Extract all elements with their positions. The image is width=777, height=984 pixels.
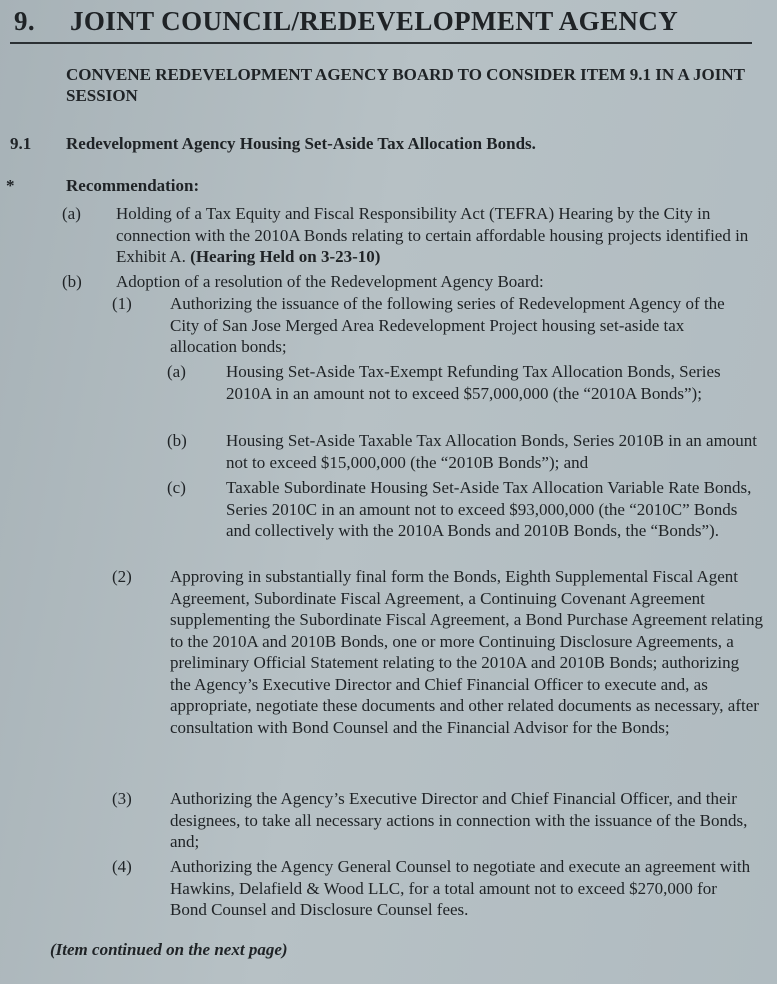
bond-series-a-label: (a) — [167, 362, 186, 381]
recommendation-a-label: (a) — [62, 204, 81, 223]
resolution-item-2-text: Approving in substantially final form the Bonds, Eighth Supplemental Fiscal Agent Agreement, Subordinate Fiscal Agreement, a Continuing Covenant Agreement supplementing the Subordinate Fiscal Agreement, a Bond Purchase Agreement relating to the 2010A and 2010B Bonds, one or more Continuing Disclosure Agreements, a preliminary Official Statement relating to the 2010A and 2010B Bonds; authorizing the Agency’s Executive Director and Chief Financial Officer to execute and, as appropriate, negotiate these documents and other related documents as necessary, after consultation with Bond Counsel and the Financial Advisor for the Bonds; — [170, 567, 763, 737]
recommendation-b — [62, 271, 752, 293]
resolution-item-4 — [112, 856, 752, 921]
bond-series-b-label: (b) — [167, 431, 187, 450]
section-number: 9. — [14, 6, 36, 36]
resolution-item-4-text: Authorizing the Agency General Counsel to negotiate and execute an agreement with Hawkins, Delafield & Wood LLC, for a total amount not to exceed $270,000 for Bond Counsel and Disclosure Counsel fees. — [170, 857, 751, 919]
resolution-item-4-label: (4) — [112, 857, 132, 876]
bond-series-c — [167, 477, 765, 542]
bond-series-c-text: Taxable Subordinate Housing Set-Aside Tax Allocation Variable Rate Bonds, Series 2010C in an amount not to exceed $93,000,000 (the “2010C” Bonds and collectively with the 2010A Bonds and 2010B Bonds, the “Bonds”). — [226, 478, 752, 540]
recommendation-a — [62, 203, 752, 268]
bond-series-b — [167, 430, 765, 473]
resolution-item-3-text: Authorizing the Agency’s Executive Director and Chief Financial Officer, and their designees, to take all necessary actions in connection with the issuance of the Bonds, and; — [170, 789, 748, 851]
item-title: Redevelopment Agency Housing Set-Aside Tax Allocation Bonds. — [66, 134, 536, 153]
asterisk-marker: * — [6, 176, 15, 195]
recommendation-heading: Recommendation: — [66, 176, 200, 195]
resolution-item-3-label: (3) — [112, 789, 132, 808]
bond-series-a-text: Housing Set-Aside Tax-Exempt Refunding Tax Allocation Bonds, Series 2010A in an amount not to exceed $57,000,000 (the “2010A Bonds”); — [226, 362, 721, 403]
bond-series-b-text: Housing Set-Aside Taxable Tax Allocation Bonds, Series 2010B in an amount not to exceed $15,000,000 (the “2010B Bonds”); and — [226, 431, 758, 472]
continuation-note: (Item continued on the next page) — [50, 940, 288, 959]
resolution-item-1 — [112, 293, 752, 358]
section-heading — [14, 6, 678, 37]
resolution-item-3 — [112, 788, 764, 853]
section-title: JOINT COUNCIL/REDEVELOPMENT AGENCY — [70, 6, 679, 36]
heading-underline — [10, 42, 752, 44]
resolution-item-2 — [112, 566, 764, 738]
recommendation-b-label: (b) — [62, 272, 82, 291]
recommendation-a-text: Holding of a Tax Equity and Fiscal Responsibility Act (TEFRA) Hearing by the City in connection with the 2010A Bonds relating to certain affordable housing projects identified in Exhibit A. — [116, 204, 749, 266]
hearing-note: (Hearing Held on 3-23-10) — [190, 247, 381, 266]
item-number: 9.1 — [10, 134, 32, 153]
resolution-item-1-text: Authorizing the issuance of the following series of Redevelopment Agency of the City of San Jose Merged Area Redevelopment Project housing set-aside tax allocation bonds; — [170, 294, 725, 356]
resolution-item-2-label: (2) — [112, 567, 132, 586]
resolution-item-1-label: (1) — [112, 294, 132, 313]
recommendation-b-text: Adoption of a resolution of the Redevelopment Agency Board: — [116, 272, 544, 291]
agenda-item-heading — [10, 134, 536, 154]
bond-series-a — [167, 361, 765, 404]
bond-series-c-label: (c) — [167, 478, 186, 497]
convene-note: CONVENE REDEVELOPMENT AGENCY BOARD TO CONSIDER ITEM 9.1 IN A JOINT SESSION — [66, 65, 745, 105]
